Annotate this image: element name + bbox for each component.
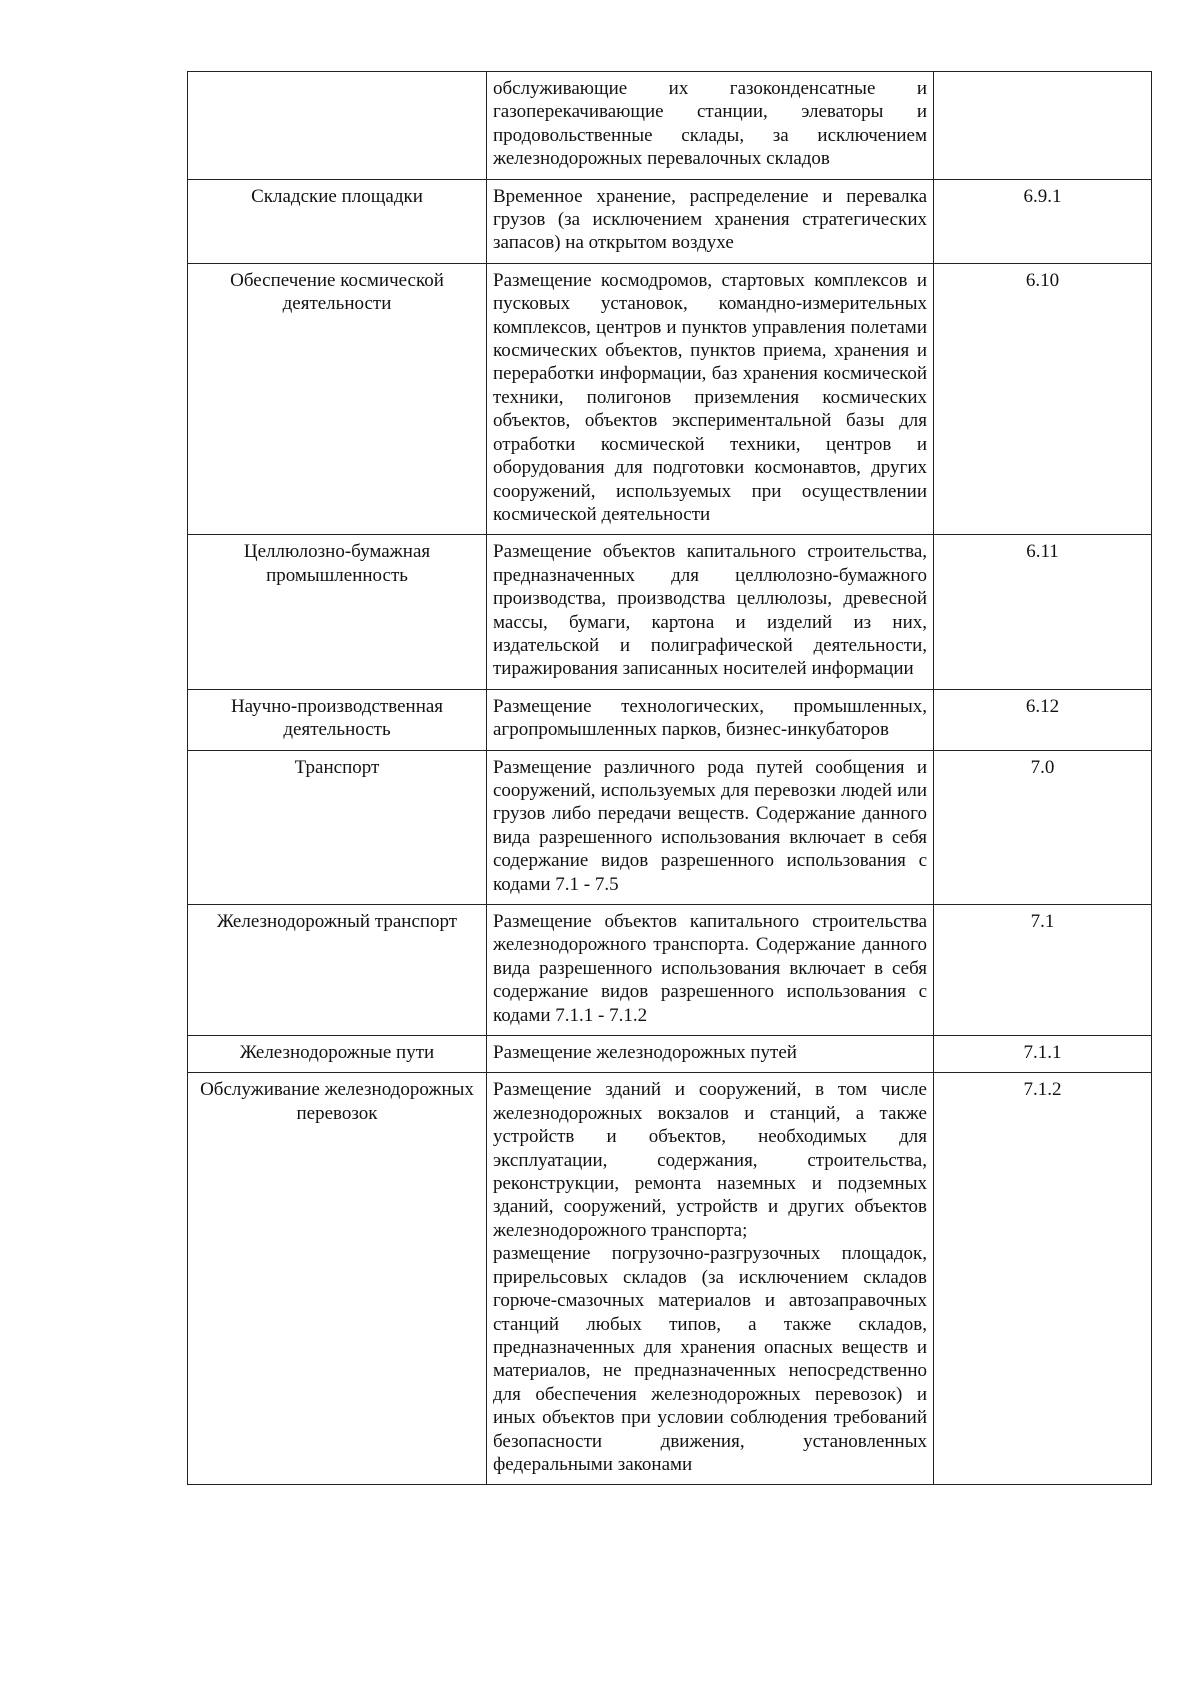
description-paragraph: Размещение технологических, промышленных, агропромышленных парков, бизнес-инкубаторов bbox=[493, 695, 927, 741]
use-description-cell bbox=[487, 750, 934, 904]
use-description-cell bbox=[487, 1073, 934, 1485]
description-paragraph: Размещение различного рода путей сообщения и сооружений, используемых для перевозки людей или грузов либо передачи веществ. Содержание данного вида разрешенного использования включает в себя содержание видов разрешенного использования с кодами 7.1 - 7.5 bbox=[493, 756, 927, 895]
land-use-table bbox=[187, 71, 1152, 1485]
use-name-cell: Научно-производственная деятельность bbox=[188, 689, 487, 750]
use-name-cell: Железнодорожный транспорт bbox=[188, 905, 487, 1036]
use-description-cell bbox=[487, 689, 934, 750]
use-code-cell: 7.0 bbox=[934, 750, 1152, 904]
description-paragraph: размещение погрузочно-разгрузочных площадок, прирельсовых складов (за исключением складов горюче-смазочных материалов и автозаправочных станций любых типов, а также складов, предназначенных для хранения опасных веществ и материалов, не предназначенных непосредственно для обеспечения железнодорожных перевозок) и иных объектов при условии соблюдения требований безопасности движения, установленных федеральными законами bbox=[493, 1243, 927, 1475]
use-code-cell: 7.1.1 bbox=[934, 1036, 1152, 1073]
table-row bbox=[188, 750, 1152, 904]
table-row bbox=[188, 905, 1152, 1036]
description-paragraph: Временное хранение, распределение и перевалка грузов (за исключением хранения стратегических запасов) на открытом воздухе bbox=[493, 185, 927, 254]
use-description-cell bbox=[487, 535, 934, 689]
use-name-cell bbox=[188, 72, 487, 180]
use-code-cell: 6.10 bbox=[934, 263, 1152, 534]
use-description-cell bbox=[487, 905, 934, 1036]
use-name-cell: Обеспечение космической деятельности bbox=[188, 263, 487, 534]
table-row bbox=[188, 263, 1152, 534]
table-row bbox=[188, 179, 1152, 263]
use-name-cell: Целлюлозно-бумажная промышленность bbox=[188, 535, 487, 689]
use-description-cell bbox=[487, 72, 934, 180]
table-row bbox=[188, 1036, 1152, 1073]
use-name-cell: Железнодорожные пути bbox=[188, 1036, 487, 1073]
description-paragraph: Размещение железнодорожных путей bbox=[493, 1042, 797, 1064]
description-paragraph: Размещение зданий и сооружений, в том числе железнодорожных вокзалов и станций, а также устройств и объектов, необходимых для эксплуатации, содержания, строительства, реконструкции, ремонта наземных и подземных зданий, сооружений, устройств и других объектов железнодорожного транспорта; bbox=[493, 1079, 927, 1241]
use-name-cell: Транспорт bbox=[188, 750, 487, 904]
use-description-cell bbox=[487, 1036, 934, 1073]
use-name-cell: Складские площадки bbox=[188, 179, 487, 263]
description-paragraph: обслуживающие их газоконденсатные и газоперекачивающие станции, элеваторы и продовольственные склады, за исключением железнодорожных перевалочных складов bbox=[493, 78, 927, 170]
use-description-cell bbox=[487, 263, 934, 534]
use-code-cell: 6.9.1 bbox=[934, 179, 1152, 263]
use-name-cell: Обслуживание железнодорожных перевозок bbox=[188, 1073, 487, 1485]
use-description-cell bbox=[487, 179, 934, 263]
table-row bbox=[188, 72, 1152, 180]
description-paragraph: Размещение космодромов, стартовых комплексов и пусковых установок, командно-измерительных комплексов, центров и пунктов управления полетами космических объектов, пунктов приема, хранения и переработки информации, баз хранения космической техники, полигонов приземления космических объектов, объектов экспериментальной базы для отработки космической техники, центров и оборудования для подготовки космонавтов, других сооружений, используемых при осуществлении космической деятельности bbox=[493, 269, 927, 525]
use-code-cell bbox=[934, 72, 1152, 180]
table-row bbox=[188, 1073, 1152, 1485]
table-row bbox=[188, 535, 1152, 689]
description-paragraph: Размещение объектов капитального строительства железнодорожного транспорта. Содержание данного вида разрешенного использования включает в себя содержание видов разрешенного использования с кодами 7.1.1 - 7.1.2 bbox=[493, 911, 927, 1026]
use-code-cell: 6.11 bbox=[934, 535, 1152, 689]
description-paragraph: Размещение объектов капитального строительства, предназначенных для целлюлозно-бумажного производства, производства целлюлозы, древесной массы, бумаги, картона и изделий из них, издательской и полиграфической деятельности, тиражирования записанных носителей информации bbox=[493, 541, 927, 680]
use-code-cell: 7.1.2 bbox=[934, 1073, 1152, 1485]
use-code-cell: 6.12 bbox=[934, 689, 1152, 750]
use-code-cell: 7.1 bbox=[934, 905, 1152, 1036]
table-row bbox=[188, 689, 1152, 750]
